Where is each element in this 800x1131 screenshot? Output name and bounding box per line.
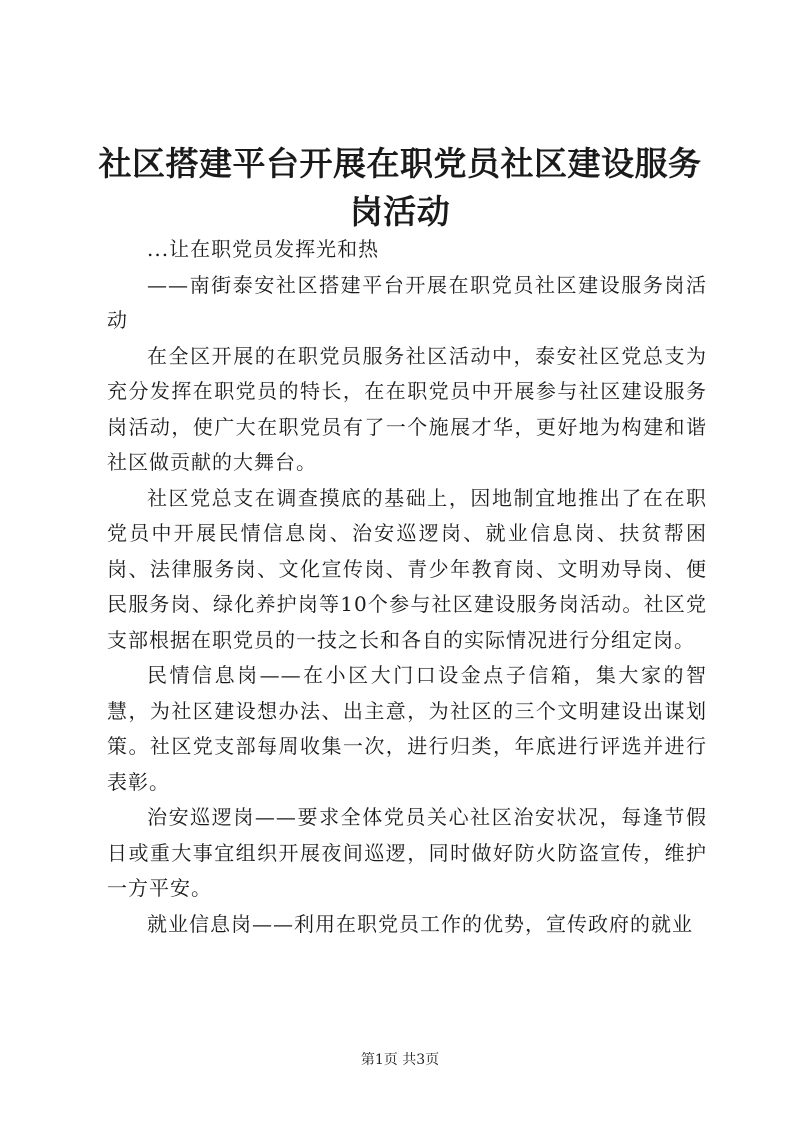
- paragraph-posts-overview: 社区党总支在调查摸底的基础上，因地制宜地推出了在在职党员中开展民情信息岗、治安巡逻岗、就业信息岗、扶贫帮困岗、法律服务岗、文化宣传岗、青少年教育岗、文明劝导岗、便民服务岗、绿化养护岗等10个参与社区建设服务岗活动。社区党支部根据在职党员的一技之长和各自的实际情况进行分组定岗。: [107, 485, 707, 652]
- document-title: 社区搭建平台开展在职党员社区建设服务岗活动: [98, 144, 702, 231]
- document-body: [107, 232, 707, 942]
- paragraph-public-opinion-post: 民情信息岗——在小区大门口设金点子信箱，集大家的智慧，为社区建设想办法、出主意，为社区的三个文明建设出谋划策。社区党支部每周收集一次，进行归类，年底进行评选并进行表彰。: [107, 663, 707, 794]
- paragraph-intro: 在全区开展的在职党员服务社区活动中，泰安社区党总支为充分发挥在职党员的特长，在在职党员中开展参与社区建设服务岗活动，使广大在职党员有了一个施展才华，更好地为构建和谐社区做贡献的大舞台。: [107, 343, 707, 474]
- paragraph-subtitle-2: ——南街泰安社区搭建平台开展在职党员社区建设服务岗活动: [107, 272, 707, 332]
- paragraph-subtitle-1: ...让在职党员发挥光和热: [147, 237, 380, 261]
- paragraph-security-patrol-post: 治安巡逻岗——要求全体党员关心社区治安状况，每逢节假日或重大事宜组织开展夜间巡逻，同时做好防火防盗宣传，维护一方平安。: [107, 805, 707, 900]
- page-number-footer: 第1页 共3页: [360, 1052, 440, 1068]
- paragraph-employment-info-post: 就业信息岗——利用在职党员工作的优势，宣传政府的就业: [147, 911, 693, 936]
